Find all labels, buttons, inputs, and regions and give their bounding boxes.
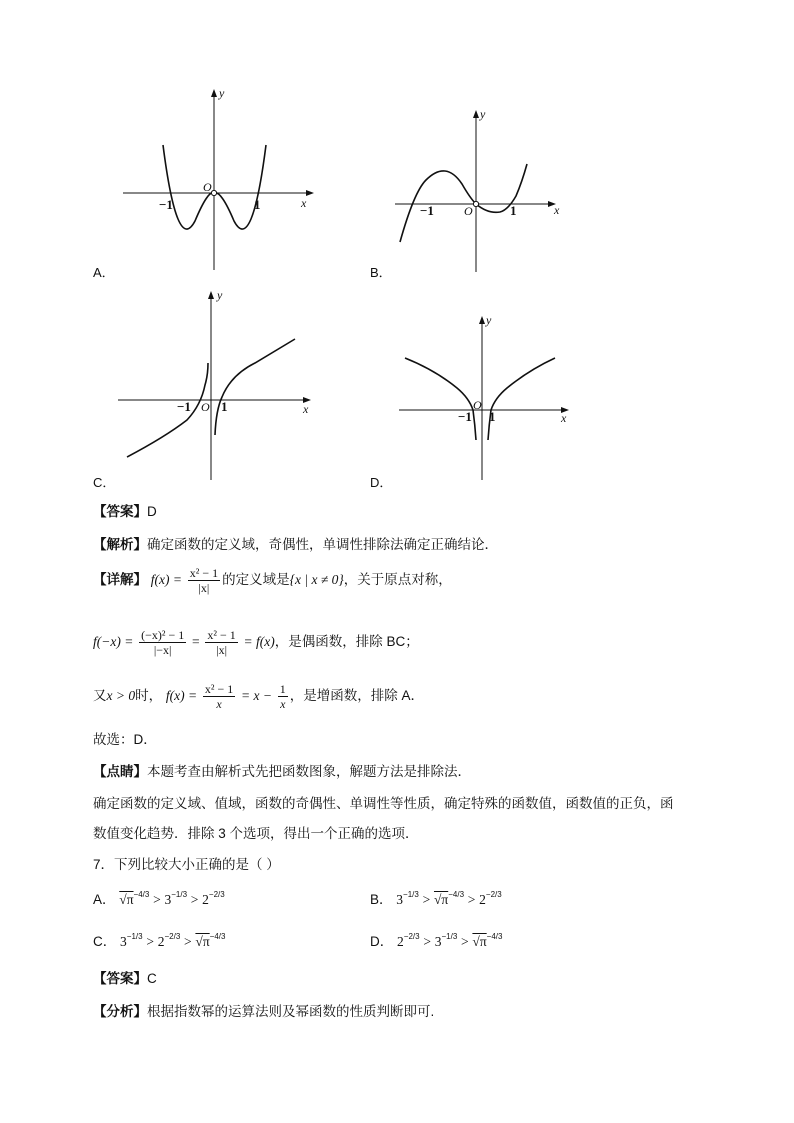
opt-label: B． <box>370 892 393 907</box>
curve-right <box>215 339 295 435</box>
exp: −2/3 <box>403 932 420 941</box>
term: 2 <box>397 934 404 949</box>
opt-label: C． <box>93 934 117 949</box>
y-arrow-icon <box>479 316 485 324</box>
exp: −1/3 <box>126 932 143 941</box>
l3-pre: 又 <box>93 688 107 704</box>
x-label: x <box>554 203 560 217</box>
answer-2-line <box>93 967 157 987</box>
l3-cond: x > 0 <box>106 688 136 704</box>
exp: −2/3 <box>208 890 225 899</box>
gt: > <box>461 934 469 949</box>
fraction <box>278 682 288 711</box>
detail-line-1 <box>93 566 452 595</box>
l2-text: ，是偶函数，排除 BC； <box>274 634 419 650</box>
question-7-stem: 7．下列比较大小正确的是（ ） <box>93 857 280 872</box>
hollow-point <box>211 190 216 195</box>
graph-b <box>390 100 570 280</box>
answer-tag: 【答案】 <box>93 504 147 519</box>
frac-num: (−x)² − 1 <box>141 628 185 642</box>
graph-a <box>115 85 320 275</box>
equals: = <box>192 634 200 650</box>
tick-pos1: 1 <box>221 399 228 414</box>
fraction <box>205 628 237 657</box>
review-line-1 <box>93 760 471 780</box>
term: √π <box>433 892 449 907</box>
gt: > <box>467 892 476 907</box>
opt-label: A． <box>93 892 116 907</box>
answer-tag: 【答案】 <box>93 971 147 986</box>
term: 2 <box>202 892 209 907</box>
frac-num: 1 <box>279 682 286 696</box>
term: 2 <box>157 934 165 949</box>
frac-num: x² − 1 <box>189 566 219 580</box>
option-d-label: D． <box>370 475 393 490</box>
l3-text: ，是增函数，排除 A． <box>289 688 424 704</box>
l2-lhs: f(−x) = <box>93 634 134 650</box>
x-label: x <box>561 411 567 425</box>
term: √π <box>119 892 134 907</box>
gt: > <box>423 934 431 949</box>
exp: −4/3 <box>486 932 503 941</box>
y-arrow-icon <box>208 291 214 299</box>
hollow-point <box>473 201 478 206</box>
exp: −4/3 <box>448 890 465 899</box>
gt: > <box>153 892 161 907</box>
l2-rhs: = f(x) <box>243 634 275 650</box>
x-label: x <box>303 402 309 416</box>
option-a-label: A． <box>93 265 115 280</box>
graph-d <box>395 310 575 485</box>
f-lhs: f(x) = <box>150 572 182 588</box>
curve-right <box>488 358 555 440</box>
frac-num: x² − 1 <box>204 682 234 696</box>
y-label: y <box>480 107 486 121</box>
detail-line-2 <box>93 628 419 657</box>
fraction <box>203 682 235 711</box>
analysis-tag: 【分析】 <box>93 1004 147 1019</box>
domain-text: 的定义域是 <box>222 572 290 588</box>
frac-den: |x| <box>198 581 210 595</box>
y-label: y <box>219 86 225 100</box>
exp: −1/3 <box>403 890 419 899</box>
answer-line <box>93 500 157 520</box>
option-c-label: C． <box>93 475 116 490</box>
domain-set: {x | x ≠ 0} <box>289 572 344 588</box>
analysis-tag: 【解析】 <box>93 537 147 552</box>
gt: > <box>422 892 431 907</box>
q7-option-a <box>93 888 225 908</box>
term: √π <box>472 934 487 949</box>
frac-num: x² − 1 <box>207 628 236 642</box>
q7-option-c <box>93 930 225 950</box>
answer-value: C <box>147 971 157 986</box>
term: 3 <box>434 934 442 949</box>
y-arrow-icon <box>211 89 217 97</box>
fraction <box>139 628 186 657</box>
origin-label: O <box>473 398 482 412</box>
y-label: y <box>486 313 492 327</box>
option-b-label: B． <box>370 265 392 280</box>
x-label: x <box>301 196 307 210</box>
gt: > <box>184 934 192 949</box>
exp: −1/3 <box>441 932 458 941</box>
term: 3 <box>396 892 404 907</box>
exp: −4/3 <box>133 890 150 899</box>
frac-den: |−x| <box>153 643 172 657</box>
analysis-text: 根据指数幂的运算法则及幂函数的性质判断即可. <box>147 1004 435 1019</box>
fraction <box>188 566 220 595</box>
choose-line: 故选：D． <box>93 732 157 747</box>
exp: −4/3 <box>209 932 226 941</box>
gt: > <box>190 892 199 907</box>
y-label: y <box>217 288 223 302</box>
graph-c <box>115 285 320 485</box>
q7-option-d <box>370 930 502 950</box>
detail-tag: 【详解】 <box>93 572 147 588</box>
term: 2 <box>479 892 486 907</box>
gt: > <box>146 934 154 949</box>
analysis-text: 确定函数的定义域，奇偶性，单调性排除法确定正确结论． <box>147 537 498 552</box>
term: 3 <box>164 892 172 907</box>
review-line-2: 确定函数的定义域、值域，函数的奇偶性、单调性等性质，确定特殊的函数值，函数值的正负，函 <box>93 796 674 811</box>
curve-left <box>405 358 476 440</box>
symmetric-text: ，关于原点对称， <box>343 572 452 588</box>
review-text: 本题考查由解析式先把函数图象，解题方法是排除法． <box>147 764 471 779</box>
origin-label: O <box>201 400 210 414</box>
origin-label: O <box>203 180 212 194</box>
l3-f: f(x) = <box>165 688 198 704</box>
answer-value: D <box>147 504 157 519</box>
tick-neg1: −1 <box>420 203 434 218</box>
tick-neg1: −1 <box>159 197 173 212</box>
l3-mid: = x − <box>241 688 272 704</box>
tick-neg1: −1 <box>177 399 191 414</box>
x-arrow-icon <box>306 190 314 196</box>
detail-line-3 <box>93 682 424 711</box>
curve-left <box>127 363 208 457</box>
exp: −1/3 <box>171 890 188 899</box>
frac-den: |x| <box>216 643 227 657</box>
tick-pos1: 1 <box>489 409 496 424</box>
term: 3 <box>120 934 127 949</box>
review-tag: 【点睛】 <box>93 764 147 779</box>
tick-pos1: 1 <box>254 197 261 212</box>
frac-den: x <box>216 697 222 711</box>
analysis-line <box>93 533 498 553</box>
tick-pos1: 1 <box>510 203 517 218</box>
exp: −2/3 <box>485 890 502 899</box>
exp: −2/3 <box>164 932 181 941</box>
opt-label: D． <box>370 934 394 949</box>
term: √π <box>195 934 210 949</box>
frac-den: x <box>280 697 286 711</box>
tick-neg1: −1 <box>458 409 472 424</box>
l3-when: 时， <box>135 688 163 704</box>
review-line-3: 数值变化趋势．排除 3 个选项，得出一个正确的选项． <box>93 826 419 841</box>
analysis-2-line <box>93 1000 434 1020</box>
origin-label: O <box>464 204 473 218</box>
y-arrow-icon <box>473 110 479 118</box>
q7-option-b <box>370 888 502 908</box>
